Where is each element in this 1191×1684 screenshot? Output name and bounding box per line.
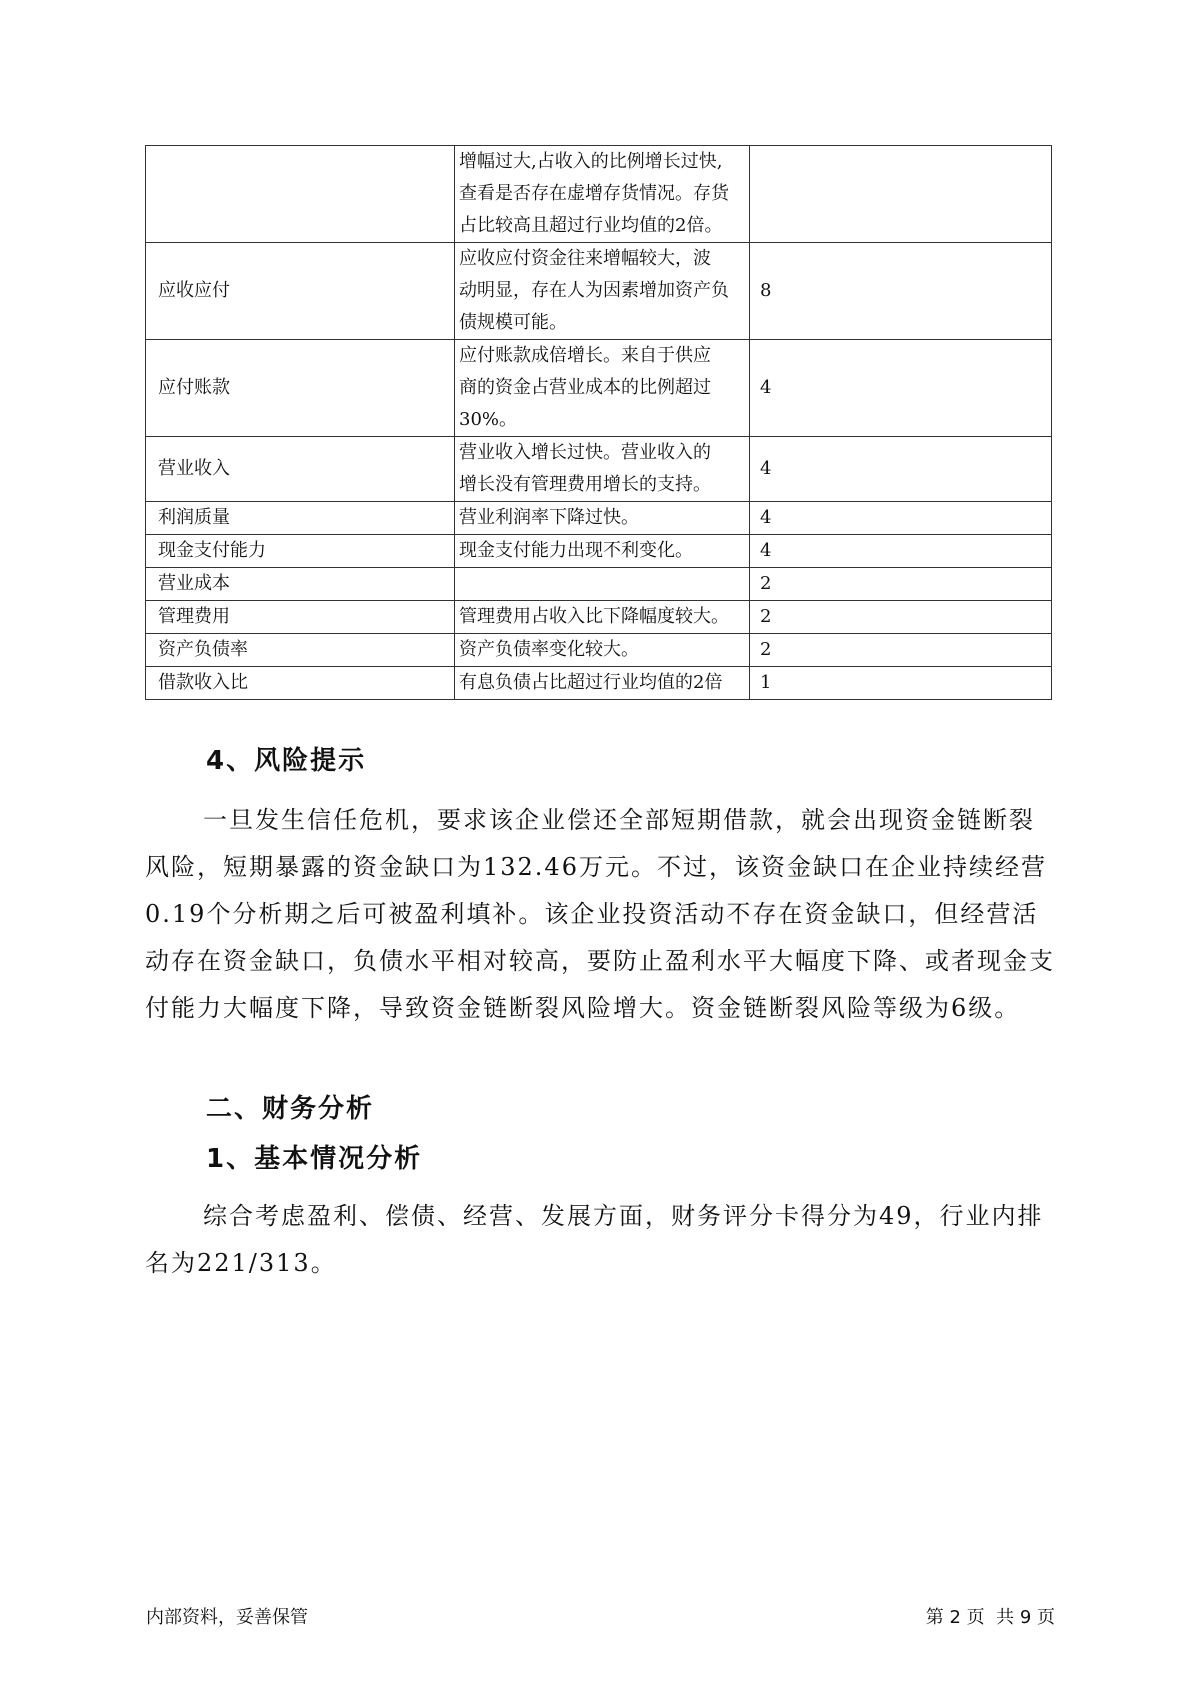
item-cell: 现金支付能力 [146, 535, 455, 568]
description-cell: 增幅过大,占收入的比例增长过快, 查看是否存在虚增存货情况。存货 占比较高且超过行业均值的2倍。 [455, 146, 750, 243]
table-row [146, 634, 1052, 667]
score-cell: 4 [750, 502, 1052, 535]
description-cell: 资产负债率变化较大。 [455, 634, 750, 667]
item-cell: 借款收入比 [146, 667, 455, 700]
description-cell: 应付账款成倍增长。来自于供应 商的资金占营业成本的比例超过 30%。 [455, 340, 750, 437]
score-cell [750, 146, 1052, 243]
item-cell: 管理费用 [146, 601, 455, 634]
table-row [146, 502, 1052, 535]
score-cell: 4 [750, 535, 1052, 568]
description-cell: 营业收入增长过快。营业收入的 增长没有管理费用增长的支持。 [455, 437, 750, 502]
item-cell: 利润质量 [146, 502, 455, 535]
footer-confidential: 内部资料，妥善保管 [146, 1607, 308, 1628]
footer-page-number: 第 2 页 共 9 页 [925, 1607, 1055, 1628]
score-cell: 4 [750, 437, 1052, 502]
description-cell: 现金支付能力出现不利变化。 [455, 535, 750, 568]
basic-heading: 1、基本情况分析 [206, 1144, 423, 1174]
table-row [146, 568, 1052, 601]
table-row [146, 535, 1052, 568]
description-cell: 有息负债占比超过行业均值的2倍 [455, 667, 750, 700]
score-cell: 2 [750, 601, 1052, 634]
score-cell: 8 [750, 243, 1052, 340]
table-row [146, 601, 1052, 634]
table-row [146, 437, 1052, 502]
description-cell: 营业利润率下降过快。 [455, 502, 750, 535]
item-cell [146, 146, 455, 243]
score-cell: 2 [750, 568, 1052, 601]
table-row [146, 667, 1052, 700]
item-cell: 营业成本 [146, 568, 455, 601]
description-cell: 应收应付资金往来增幅较大，波 动明显，存在人为因素增加资产负 债规模可能。 [455, 243, 750, 340]
risk-indicator-table [145, 145, 1052, 700]
description-cell [455, 568, 750, 601]
basic-paragraph: 综合考虑盈利、偿债、经营、发展方面，财务评分卡得分为49，行业内排名为221/313。 [145, 1202, 1044, 1277]
item-cell: 应付账款 [146, 340, 455, 437]
description-cell: 管理费用占收入比下降幅度较大。 [455, 601, 750, 634]
table-row [146, 243, 1052, 340]
item-cell: 应收应付 [146, 243, 455, 340]
table-row [146, 146, 1052, 243]
table-row [146, 340, 1052, 437]
score-cell: 1 [750, 667, 1052, 700]
item-cell: 营业收入 [146, 437, 455, 502]
item-cell: 资产负债率 [146, 634, 455, 667]
finance-heading: 二、财务分析 [206, 1094, 375, 1124]
risk-heading: 4、风险提示 [206, 746, 367, 776]
score-cell: 4 [750, 340, 1052, 437]
score-cell: 2 [750, 634, 1052, 667]
risk-paragraph: 一旦发生信任危机，要求该企业偿还全部短期借款，就会出现资金链断裂风险，短期暴露的资金缺口为132.46万元。不过，该资金缺口在企业持续经营 0.19个分析期之后可被盈利填补。该企业投资活动不存在资金缺口，但经营活动存在资金缺口，负债水平相对较高，要防止盈利水平大幅度下降、或者现金支付能力大幅度下降，导致资金链断裂风险增大。资金链断裂风险等级为6级。 [145, 806, 1055, 1022]
